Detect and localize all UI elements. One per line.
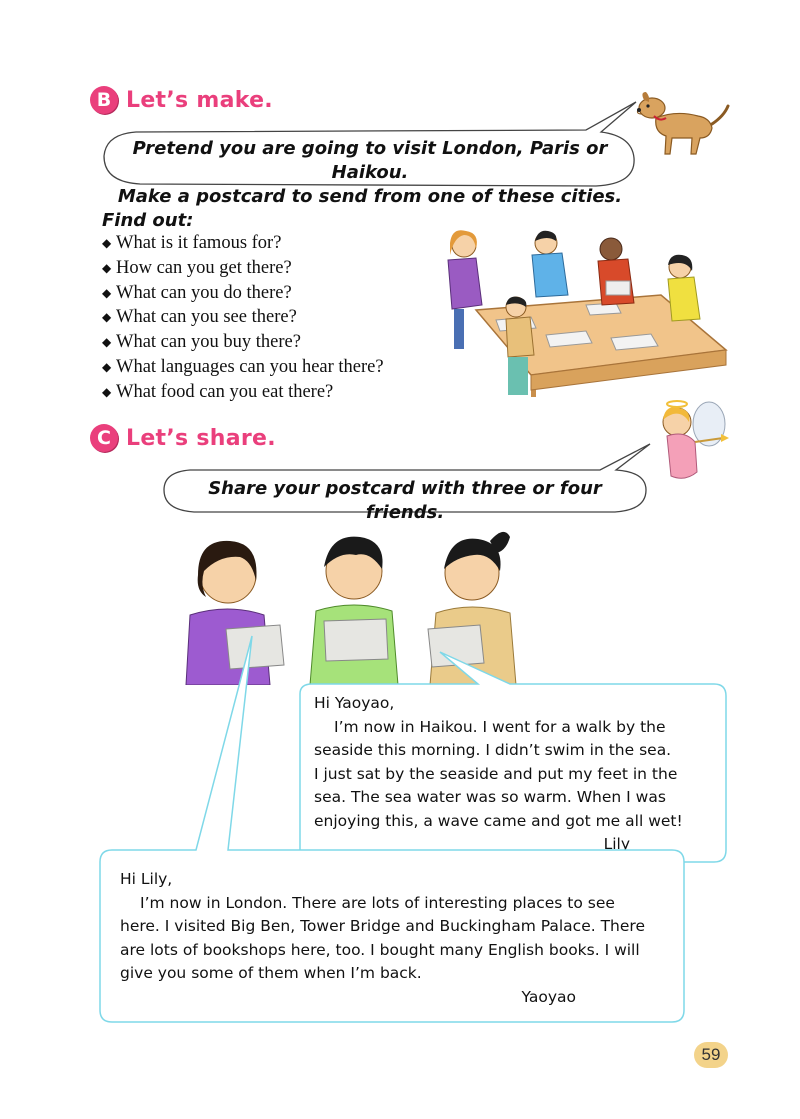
lily-letter-signature: Lily	[603, 835, 630, 853]
list-item: ◆ How can you get there?	[102, 256, 442, 281]
diamond-bullet-icon: ◆	[102, 310, 112, 325]
diamond-bullet-icon: ◆	[102, 260, 112, 275]
section-b-instruction-line1: Pretend you are going to visit London, Paris or Haikou.	[132, 138, 608, 183]
section-c-title: Let’s share.	[126, 425, 276, 451]
section-b-badge: B	[90, 86, 118, 114]
yaoyao-letter-greeting: Hi Lily,	[120, 870, 173, 888]
find-out-title: Find out:	[102, 210, 194, 231]
diamond-bullet-icon: ◆	[102, 359, 112, 374]
list-item: ◆ What food can you eat there?	[102, 380, 442, 405]
lily-letter-line: enjoying this, a wave came and got me all wet!	[314, 811, 683, 830]
lily-letter-greeting: Hi Yaoyao,	[314, 694, 395, 712]
yaoyao-letter-line: are lots of bookshops here, too. I bought many English books. I will	[120, 940, 640, 959]
section-c-instruction: Share your postcard with three or four friends.	[208, 478, 602, 523]
yaoyao-letter	[120, 868, 680, 1009]
list-item: ◆ What can you buy there?	[102, 330, 442, 355]
section-b-instruction-line2: Make a postcard to send from one of these cities.	[117, 186, 623, 207]
diamond-bullet-icon: ◆	[102, 236, 112, 250]
list-item: ◆ What can you see there?	[102, 305, 442, 330]
list-item: ◆ What languages can you hear there?	[102, 355, 442, 380]
page-number: 59	[694, 1042, 728, 1068]
section-b-title: Let’s make.	[126, 87, 273, 113]
lily-letter-line: seaside this morning. I didn’t swim in the sea.	[314, 741, 672, 759]
section-c-badge: C	[90, 424, 118, 452]
yaoyao-letter-signature: Yaoyao	[521, 987, 576, 1006]
lily-letter-line: sea. The sea water was so warm. When I was	[314, 788, 666, 806]
yaoyao-letter-line: give you some of them when I’m back.	[120, 964, 422, 982]
yaoyao-letter-line: I’m now in London. There are lots of interesting places to see	[140, 893, 615, 912]
diamond-bullet-icon: ◆	[102, 335, 112, 350]
lily-letter-line: I just sat by the seaside and put my feet in the	[314, 764, 678, 783]
diamond-bullet-icon: ◆	[102, 384, 112, 399]
yaoyao-letter-line: here. I visited Big Ben, Tower Bridge and Buckingham Palace. There	[120, 917, 645, 935]
list-item: ◆ What can you do there?	[102, 281, 442, 306]
list-item: ◆ What is it famous for?	[102, 231, 442, 256]
diamond-bullet-icon: ◆	[102, 285, 112, 300]
lily-letter-line: I’m now in Haikou. I went for a walk by the	[334, 717, 666, 736]
